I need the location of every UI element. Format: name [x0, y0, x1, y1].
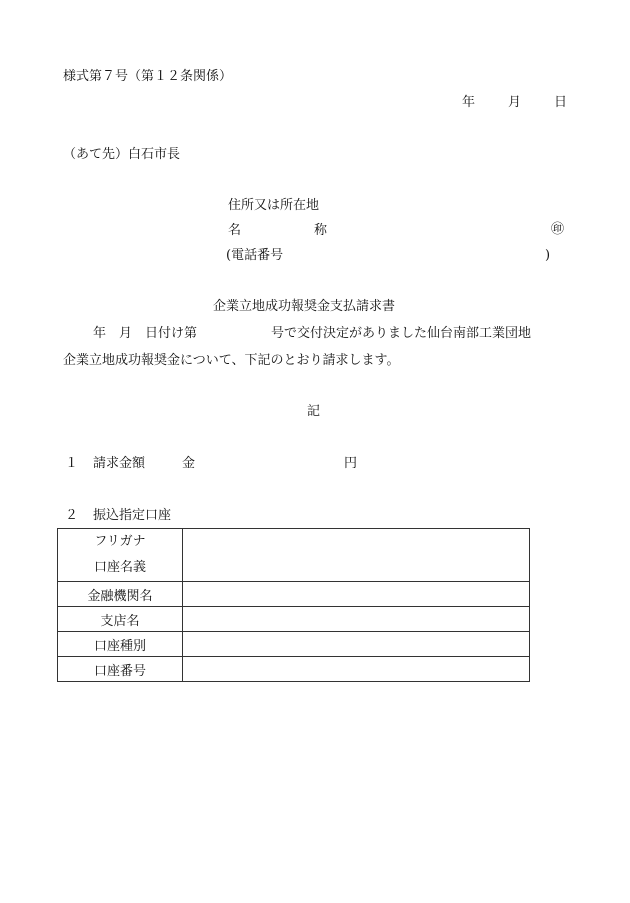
account-type-label: 口座種別	[58, 632, 183, 657]
table-row	[58, 632, 530, 657]
furigana-name-label-cell	[58, 529, 183, 582]
form-number: 様式第７号（第１２条関係）	[63, 69, 233, 84]
account-name-field[interactable]	[183, 529, 530, 582]
body-line1-a: 年 月 日付け第	[93, 326, 198, 341]
furigana-label: フリガナ	[94, 534, 146, 549]
addressee: （あて先）白石市長	[63, 147, 181, 162]
item2-label: 振込指定口座	[93, 508, 172, 523]
ki-heading: 記	[307, 404, 321, 419]
table-row	[58, 657, 530, 682]
account-number-label: 口座番号	[58, 657, 183, 682]
phone-close: )	[545, 248, 551, 263]
date-year: 年	[462, 95, 476, 110]
name-label-2: 称	[314, 223, 328, 238]
item2-number: ２	[65, 508, 79, 523]
table-row	[58, 607, 530, 632]
item1-number: １	[65, 456, 79, 471]
account-table	[57, 528, 530, 682]
address-label: 住所又は所在地	[228, 198, 320, 213]
document-title: 企業立地成功報奨金支払請求書	[213, 299, 396, 314]
seal-mark: ㊞	[551, 222, 565, 237]
item1-yen: 円	[344, 456, 358, 471]
branch-field[interactable]	[183, 607, 530, 632]
body-line1-b: 号で交付決定がありました仙台南部工業団地	[271, 326, 532, 341]
branch-label: 支店名	[58, 607, 183, 632]
account-number-field[interactable]	[183, 657, 530, 682]
table-row	[58, 582, 530, 607]
account-name-label: 口座名義	[93, 560, 146, 575]
item1-label: 請求金額	[93, 456, 146, 471]
bank-name-label: 金融機関名	[58, 582, 183, 607]
date-day: 日	[554, 95, 568, 110]
item1-kin: 金	[182, 456, 196, 471]
body-line2: 企業立地成功報奨金について、下記のとおり請求します。	[63, 353, 400, 368]
table-row	[58, 529, 530, 582]
account-type-field[interactable]	[183, 632, 530, 657]
date-month: 月	[508, 95, 522, 110]
bank-name-field[interactable]	[183, 582, 530, 607]
name-label-1: 名	[228, 223, 242, 238]
phone-label: (電話番号	[226, 248, 284, 263]
